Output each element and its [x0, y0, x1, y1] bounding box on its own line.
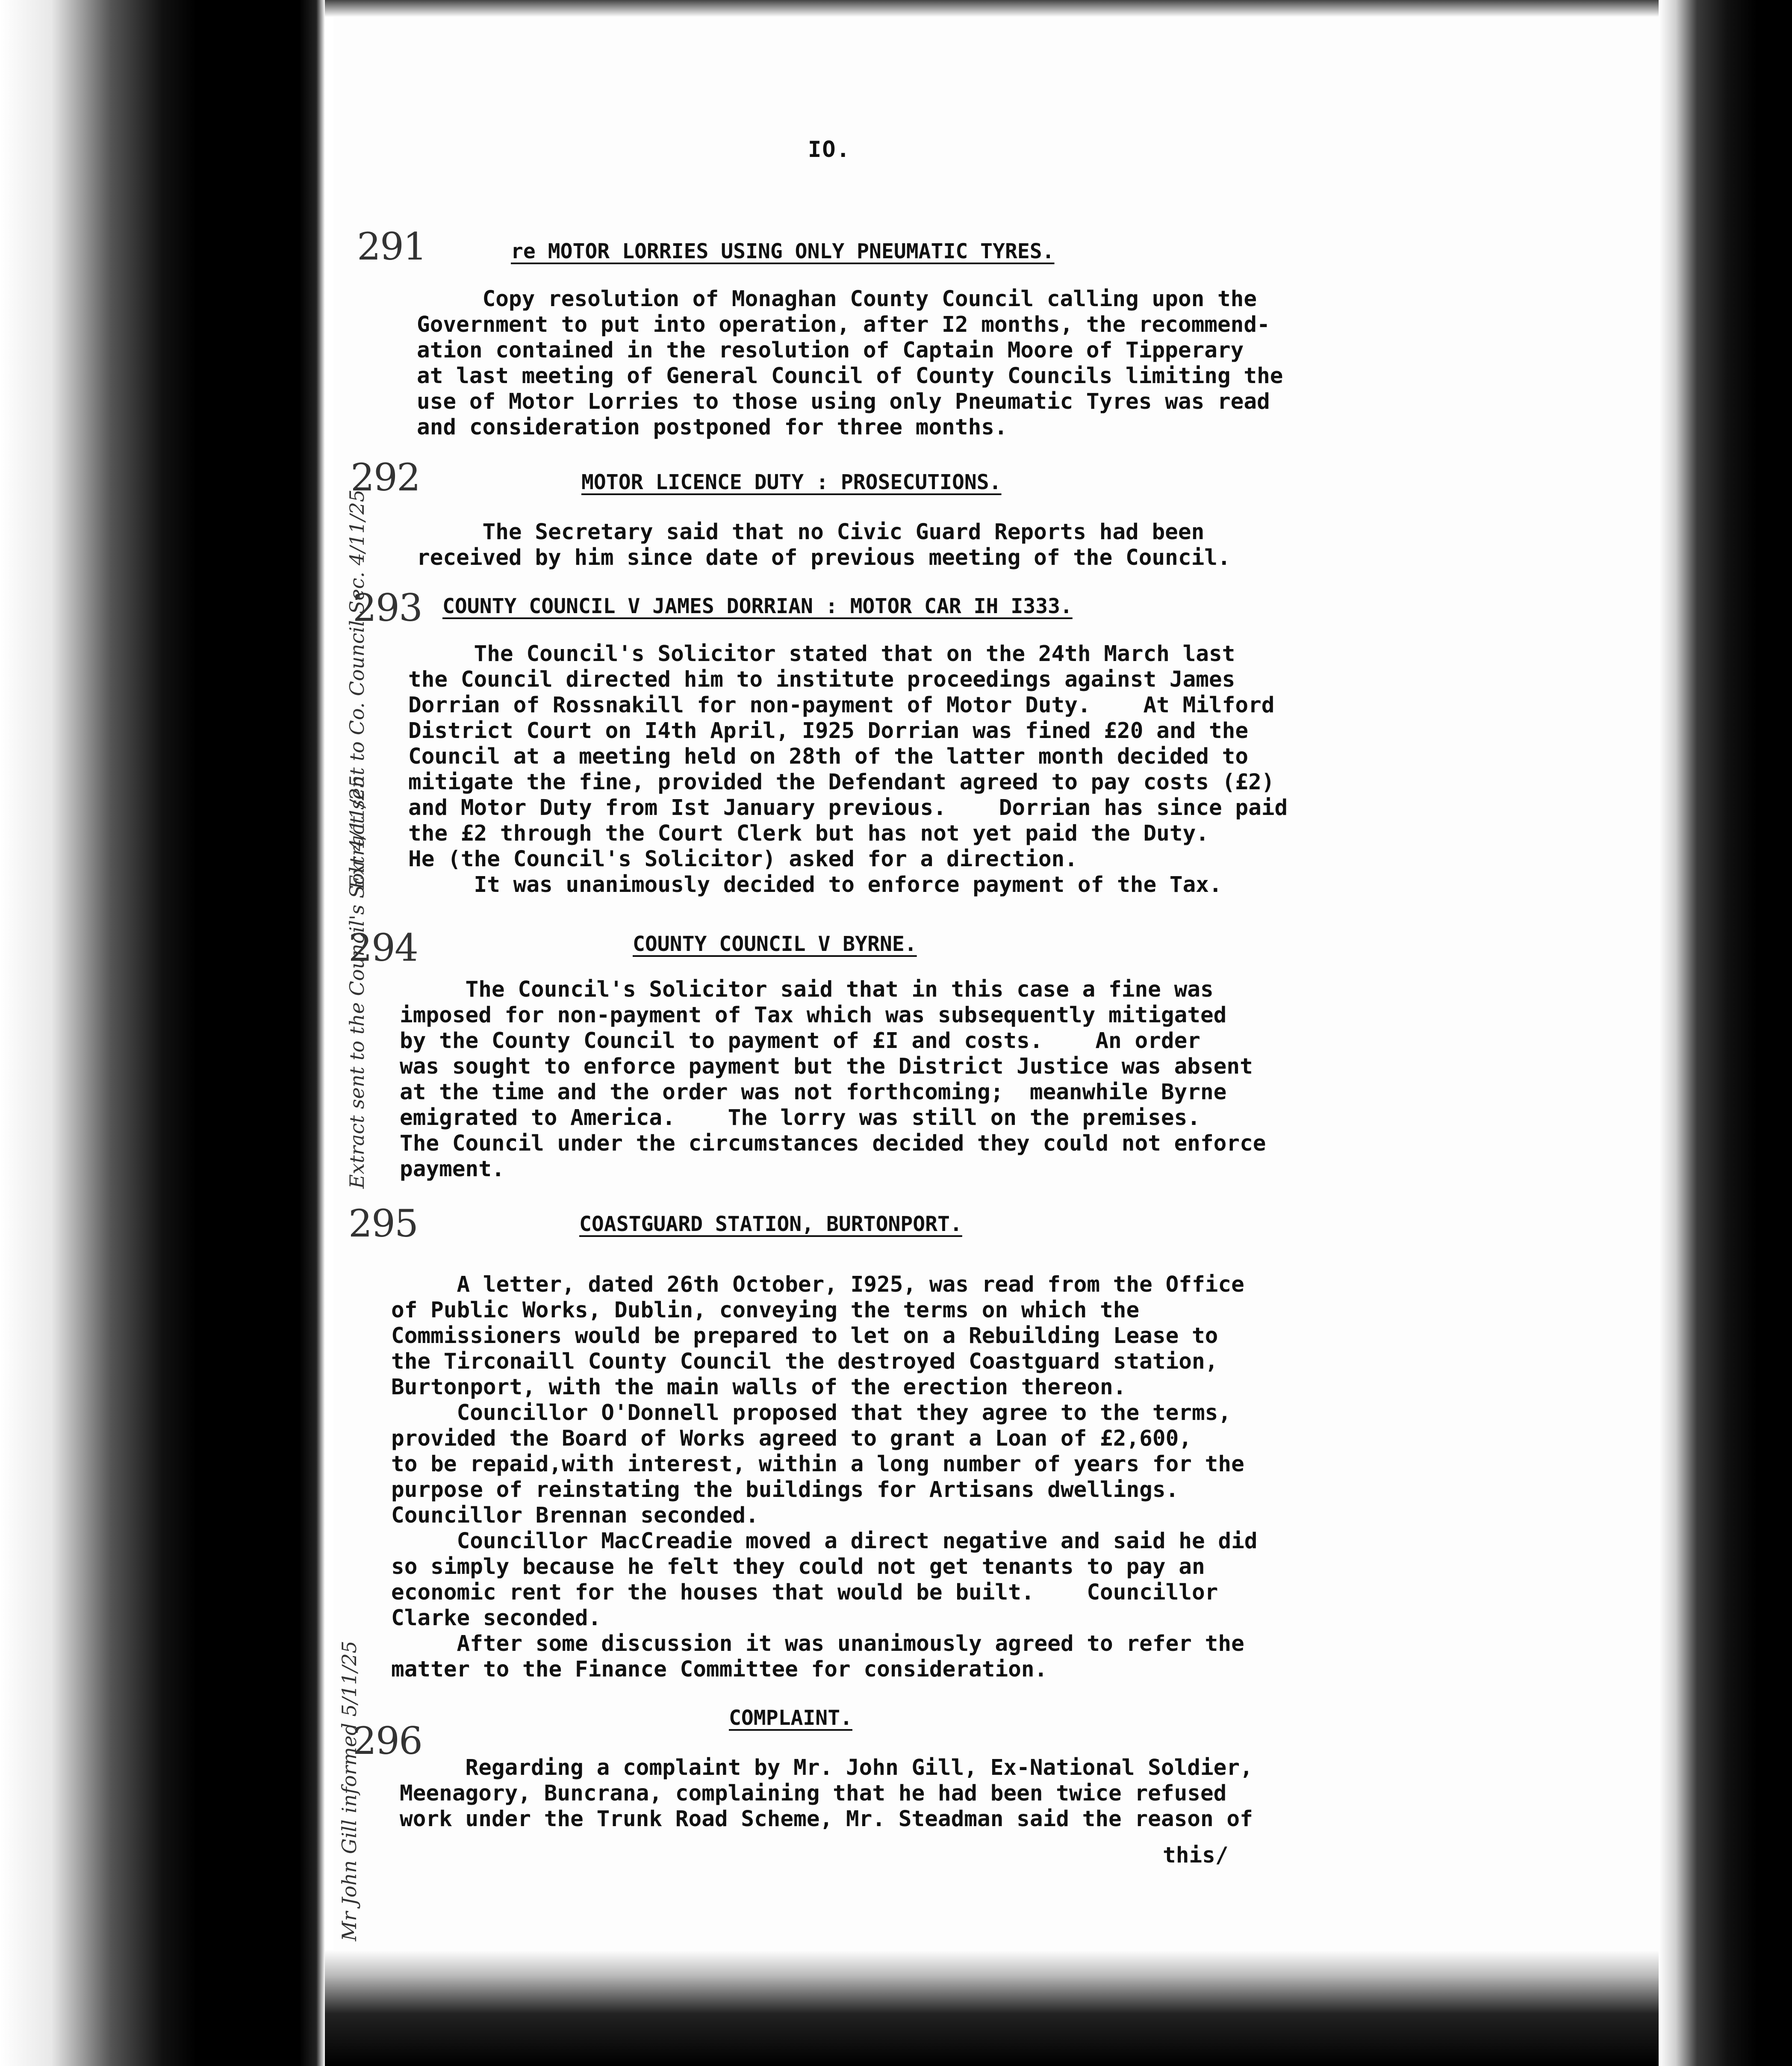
scan-right-edge — [1659, 0, 1792, 2066]
section-body: A letter, dated 26th October, I925, was read from the Office of Public Works, Dublin, conveying the terms on which the Commissioners would be prepared to let on a Rebuilding Lease to the Tirconaill County Council the destroyed Coastguard station, Burtonport, with the main walls of the erection thereon. Councillor O'Donnell proposed that they agree to the terms, provided the Board of Works agreed to grant a Loan of £2,600, to be repaid,with interest, within a long number of years for the purpose of reinstating the buildings for Artisans dwellings. Councillor Brennan seconded. Councillor MacCreadie moved a direct negative and said he did so simply because he felt they could not get tenants to pay an economic rent for the houses that would be built. Councillor Clarke seconded. After some discussion it was unanimously agreed to refer the matter to the Finance Committee for consideration. — [391, 1272, 1258, 1682]
minute-number: 295 — [348, 1201, 418, 1246]
minute-number: 292 — [351, 455, 420, 499]
handwritten-margin-note: Extract sent to the Council's Solr 4/11/25 — [345, 775, 368, 1189]
section-heading: COUNTY COUNCIL V BYRNE. — [633, 932, 917, 956]
page-number: IO. — [808, 137, 851, 162]
scan-top-edge — [325, 0, 1659, 17]
section-body: Copy resolution of Monaghan County Council calling upon the Government to put into operation, after I2 months, the recommend- ation contained in the resolution of Captain Moore of Tipperary at last meeting of General Council of County Councils limiting the use of Motor Lorries to those using only Pneumatic Tyres was read and consideration postponed for three months. — [417, 286, 1283, 440]
section-heading: MOTOR LICENCE DUTY : PROSECUTIONS. — [581, 470, 1002, 494]
section-body: The Council's Solicitor said that in this case a fine was imposed for non-payment of Tax which was subsequently mitigated by the County Council to payment of £I and costs. An order was sought to enforce payment but the District Justice was absent at the time and the order was not forthcoming; meanwhile Byrne emigrated to America. The lorry was still on the premises. The Council under the circumstances decided they could not enforce payment. — [400, 977, 1266, 1182]
minute-number: 291 — [357, 224, 426, 269]
section-heading: COASTGUARD STATION, BURTONPORT. — [579, 1212, 962, 1236]
section-body: The Secretary said that no Civic Guard Reports had been received by him since date of previous meeting of the Council. — [417, 519, 1231, 570]
section-heading: COMPLAINT. — [729, 1706, 852, 1730]
handwritten-margin-note: Mr John Gill informed 5/11/25 — [338, 1641, 361, 1941]
section-heading: COUNTY COUNCIL V JAMES DORRIAN : MOTOR CAR IH I333. — [442, 594, 1073, 618]
section-body: Regarding a complaint by Mr. John Gill, Ex-National Soldier, Meenagory, Buncrana, complaining that he had been twice refused work under the Trunk Road Scheme, Mr. Steadman said the reason of — [400, 1755, 1253, 1832]
handwritten-margin-note: Extract sent to Co. Council Sec. 4/11/25 — [345, 489, 368, 889]
minute-number: 294 — [348, 926, 418, 970]
catchword: this/ — [1163, 1843, 1229, 1868]
scan-binding-shadow — [0, 0, 325, 2066]
minute-number: 296 — [353, 1719, 422, 1763]
scan-bottom-edge — [325, 1950, 1659, 2066]
minute-number: 293 — [353, 586, 422, 630]
section-body: The Council's Solicitor stated that on the 24th March last the Council directed him to institute proceedings against James Dorrian of Rossnakill for non-payment of Motor Duty. At Milford District Court on I4th April, I925 Dorrian was fined £20 and the Council at a meeting held on 28th of the latter month decided to mitigate the fine, provided the Defendant agreed to pay costs (£2) and Motor Duty from Ist January previous. Dorrian has since paid the £2 through the Court Clerk but has not yet paid the Duty. He (the Council's Solicitor) asked for a direction. It was unanimously decided to enforce payment of the Tax. — [408, 641, 1288, 897]
section-heading: re MOTOR LORRIES USING ONLY PNEUMATIC TYRES. — [511, 239, 1055, 263]
